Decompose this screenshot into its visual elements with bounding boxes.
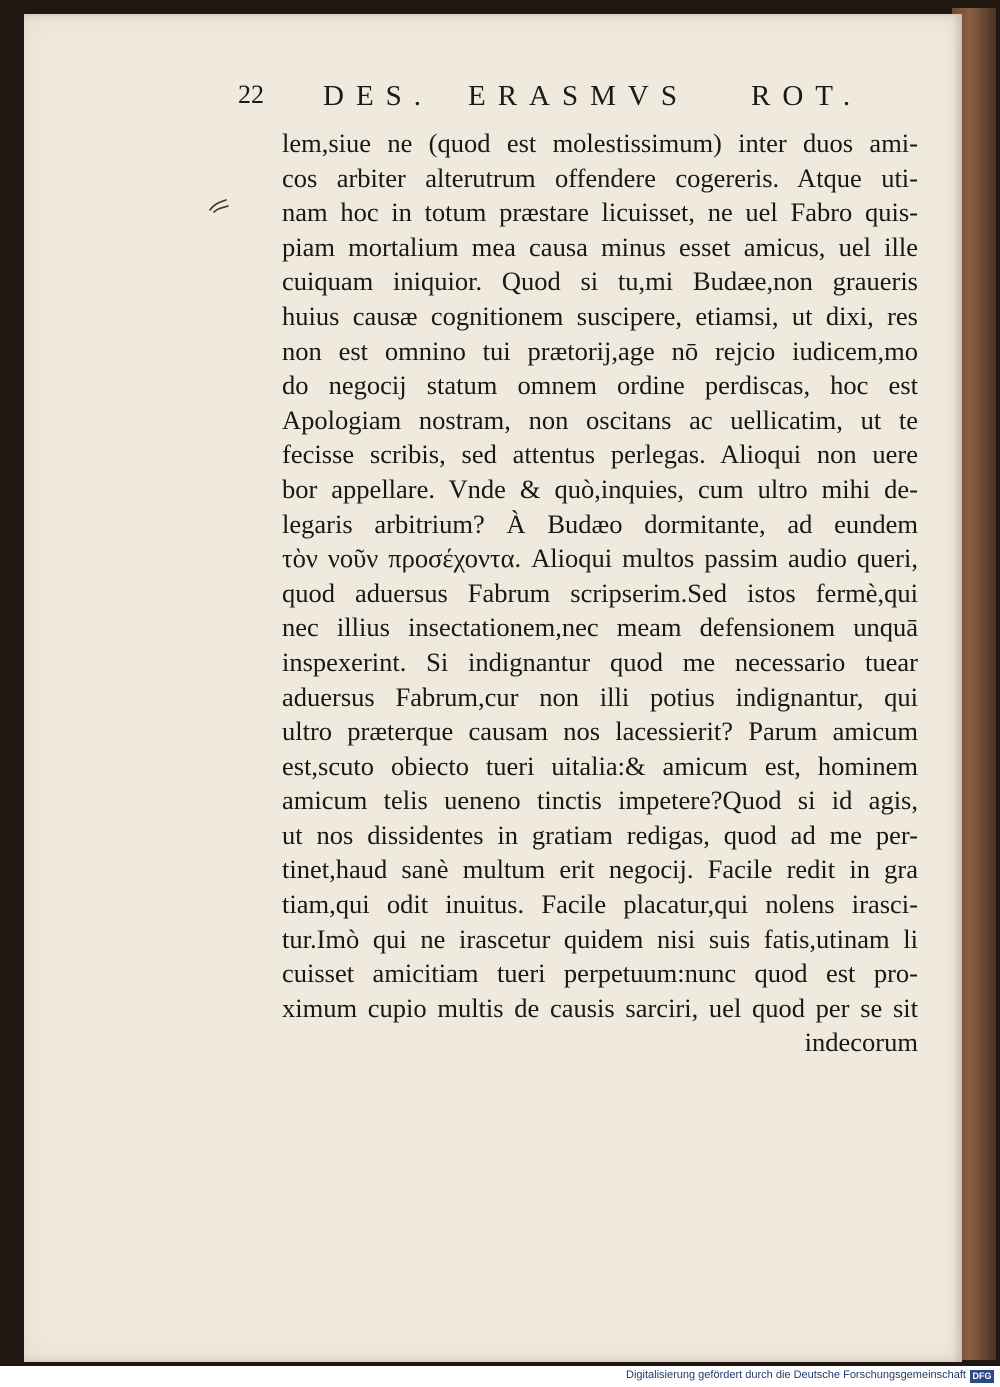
marginal-mark-icon	[206, 196, 232, 218]
text-line: inspexerint. Si indignantur quod me necessario tuear	[282, 646, 918, 677]
text-line: tinet,haud sanè multum erit negocij. Facile redit in gra	[282, 854, 918, 885]
text-line: lem,siue ne (quod est molestissimum) inter duos ami-	[282, 128, 918, 158]
text-line: Apologiam nostram, non oscitans ac uellicatim, ut te	[282, 404, 918, 435]
dfg-logo: DFG	[970, 1370, 994, 1383]
text-line: cuisset amicitiam tueri perpetuum:nunc quod est pro-	[282, 958, 918, 989]
text-line: ultro præterque causam nos lacessierit? Parum amicum	[282, 716, 918, 747]
text-line: ut nos dissidentes in gratiam redigas, quod ad me per-	[282, 819, 918, 850]
running-head-author-name: ERASMVS	[468, 80, 689, 112]
text-line: amicum telis ueneno tinctis impetere?Quod si id agis,	[282, 785, 918, 816]
text-line: quod aduersus Fabrum scripserim.Sed istos fermè,qui	[282, 577, 918, 608]
text-line: do negocij statum omnem ordine perdiscas, hoc est	[282, 370, 918, 401]
text-line: tur.Imò qui ne irascetur quidem nisi suis fatis,utinam li	[282, 923, 918, 954]
greek-text-line: τὸν νοῦν προσέχοντα. Alioqui multos passim audio queri,	[282, 543, 918, 574]
body-text	[282, 126, 918, 1060]
text-line: nam hoc in totum præstare licuisset, ne uel Fabro quis-	[282, 197, 918, 228]
text-line: tiam,qui odit inuitus. Facile placatur,qui nolens irasci-	[282, 889, 918, 920]
text-line: cos arbiter alterutrum offendere cogereris. Atque uti-	[282, 162, 918, 193]
running-head-author-suffix: ROT.	[751, 80, 863, 112]
running-head-author-abbrev: DES.	[323, 80, 434, 112]
text-line: ximum cupio multis de causis sarciri, uel quod per se sit	[282, 992, 918, 1023]
text-line: huius causæ cognitionem suscipere, etiamsi, ut dixi, res	[282, 300, 918, 331]
running-head	[238, 80, 878, 120]
text-line: nec illius insectationem,nec meam defensionem unquā	[282, 612, 918, 643]
text-line: legaris arbitrium? À Budæo dormitante, ad eundem	[282, 508, 918, 539]
page-number: 22	[238, 80, 264, 109]
text-line: piam mortalium mea causa minus esset amicus, uel ille	[282, 231, 918, 262]
catchword: indecorum	[804, 1027, 918, 1058]
text-line: fecisse scribis, sed attentus perlegas. Alioqui non uere	[282, 439, 918, 470]
text-line: aduersus Fabrum,cur non illi potius indignantur, qui	[282, 681, 918, 712]
text-line: non est omnino tui prætorij,age nō rejcio iudicem,mo	[282, 335, 918, 366]
text-line: cuiquam iniquior. Quod si tu,mi Budæe,non graueris	[282, 266, 918, 297]
text-line: bor appellare. Vnde & quò,inquies, cum ultro mihi de-	[282, 473, 918, 504]
digitization-footer	[0, 1366, 1000, 1387]
funding-credit: Digitalisierung gefördert durch die Deutsche Forschungsgemeinschaft	[626, 1369, 966, 1381]
text-line: est,scuto obiecto tueri uitalia:& amicum est, hominem	[282, 750, 918, 781]
